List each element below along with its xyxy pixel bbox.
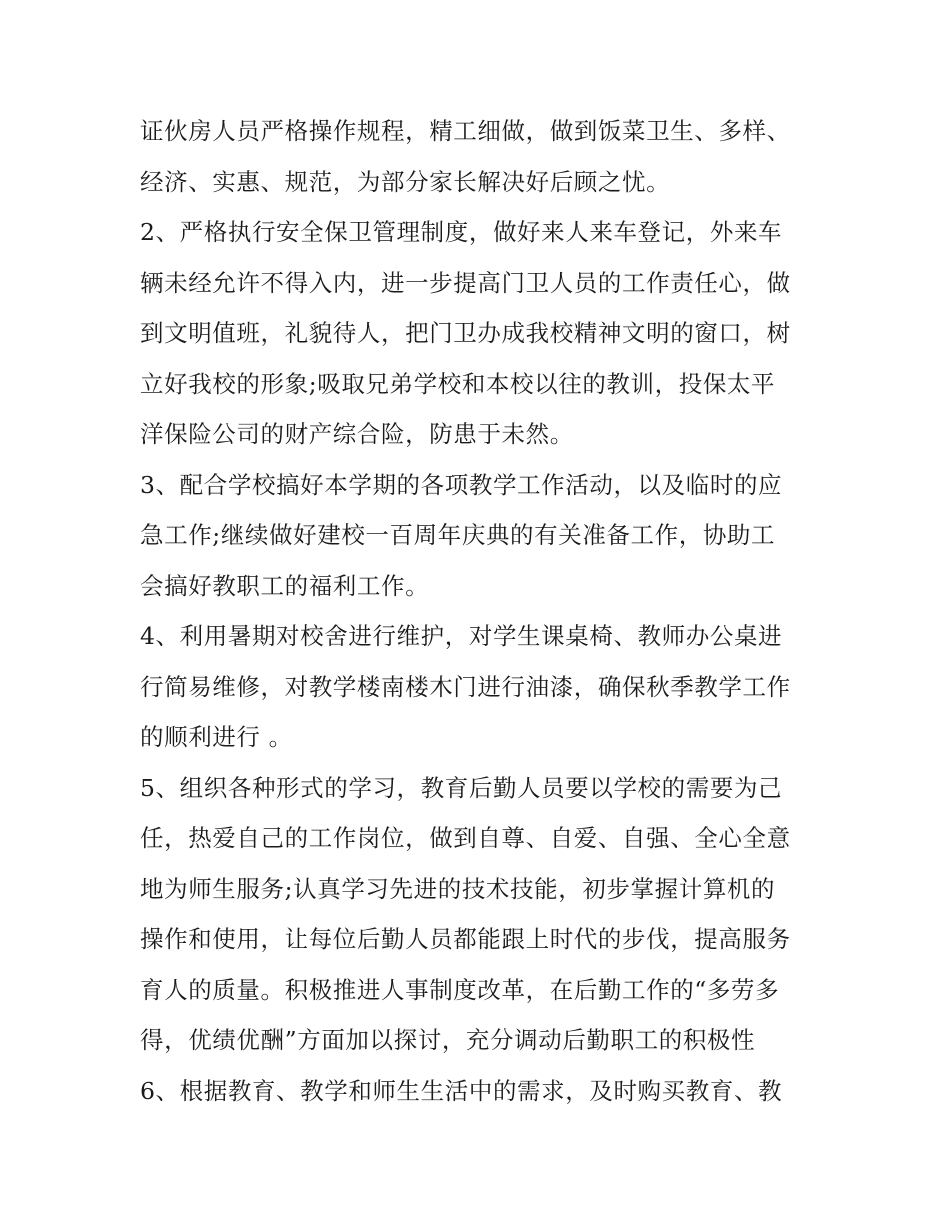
text-line: 立好我校的形象;吸取兄弟学校和本校以往的教训，投保太平 <box>140 369 776 398</box>
text-line: 洋保险公司的财产综合险，防患于未然。 <box>140 420 574 448</box>
text-line: 证伙房人员严格操作规程，精工细做，做到饭菜卫生、多样、 <box>140 117 791 145</box>
text-line: 得，优绩优酬”方面加以探讨，充分调动后勤职工的积极性 <box>140 1026 756 1054</box>
text-line: 地为师生服务;认真学习先进的技术技能，初步掌握计算机的 <box>140 874 776 903</box>
document-body <box>140 106 820 1116</box>
text-line: 到文明值班，礼貌待人，把门卫办成我校精神文明的窗口，树 <box>140 319 791 347</box>
text-line: 5、组织各种形式的学习，教育后勤人员要以学校的需要为己 <box>140 773 783 802</box>
text-line: 4、利用暑期对校舍进行维护，对学生课桌椅、教师办公桌进 <box>140 622 783 650</box>
text-line: 操作和使用，让每位后勤人员都能跟上时代的步伐，提高服务 <box>140 925 791 953</box>
text-line: 行简易维修，对教学楼南楼木门进行油漆，确保秋季教学工作 <box>140 672 791 701</box>
text-line: 育人的质量。积极推进人事制度改革，在后勤工作的“多劳多 <box>140 975 780 1004</box>
text-line: 经济、实惠、规范，为部分家长解决好后顾之忧。 <box>140 167 671 196</box>
text-line: 2、严格执行安全保卫管理制度，做好来人来车登记，外来车 <box>140 218 783 246</box>
text-line: 6、根据教育、教学和师生生活中的需求，及时购买教育、教 <box>140 1076 783 1105</box>
text-line: 3、配合学校搞好本学期的各项教学工作活动，以及临时的应 <box>140 470 783 499</box>
text-line: 会搞好教职工的福利工作。 <box>140 571 430 600</box>
text-line: 的顺利进行 。 <box>140 723 293 751</box>
text-line: 辆未经允许不得入内，进一步提高门卫人员的工作责任心，做 <box>140 268 791 297</box>
text-line: 任，热爱自己的工作岗位，做到自尊、自爱、自强、全心全意 <box>140 824 791 852</box>
text-line: 急工作;继续做好建校一百周年庆典的有关准备工作，协助工 <box>140 521 776 549</box>
